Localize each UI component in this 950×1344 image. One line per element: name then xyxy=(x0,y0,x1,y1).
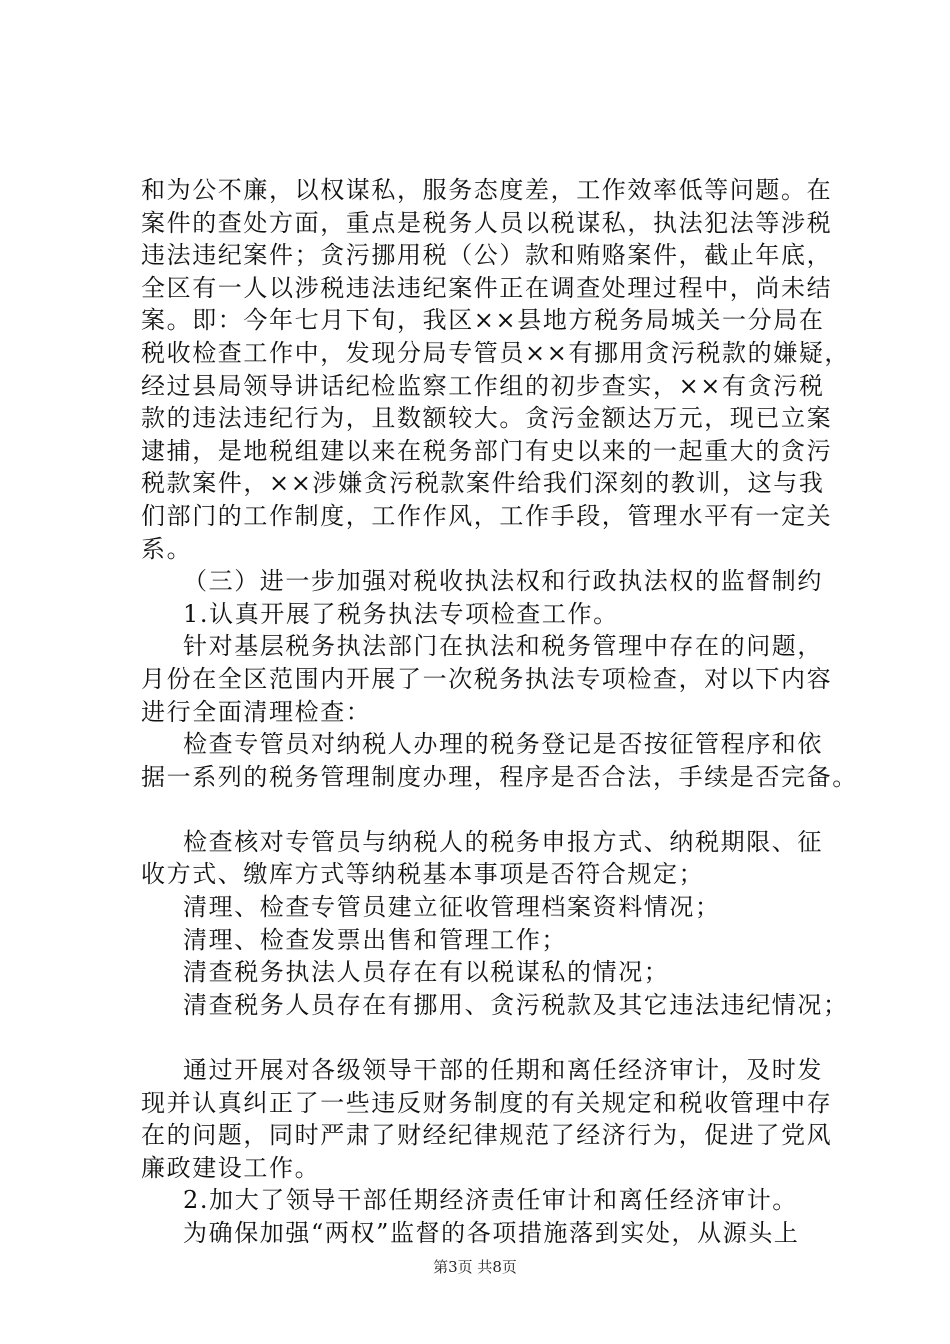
text-line: 逮捕，是地税组建以来在税务部门有史以来的一起重大的贪污 xyxy=(141,436,833,465)
text-line: 款的违法违纪行为，且数额较大。贪污金额达万元，现已立案 xyxy=(141,404,833,433)
text-line: 税款案件，××涉嫌贪污税款案件给我们深刻的教训，这与我 xyxy=(141,469,825,498)
subsection-heading: 2.加大了领导干部任期经济责任审计和离任经济审计。 xyxy=(183,1186,798,1215)
text-line: 廉政建设工作。 xyxy=(141,1153,321,1182)
text-line: 违法违纪案件；贪污挪用税（公）款和贿赂案件，截止年底， xyxy=(141,241,833,270)
text-line: 案。即：今年七月下旬，我区××县地方税务局城关一分局在 xyxy=(141,306,825,335)
text-line: 清查税务执法人员存在有以税谋私的情况； xyxy=(183,958,670,987)
text-line: 案件的查处方面，重点是税务人员以税谋私，执法犯法等涉税 xyxy=(141,208,833,237)
subsection-heading: 1.认真开展了税务执法专项检查工作。 xyxy=(183,599,619,628)
body-text xyxy=(141,174,858,1250)
text-line: 收方式、缴库方式等纳税基本事项是否符合规定； xyxy=(141,860,705,889)
text-line: 通过开展对各级领导干部的任期和离任经济审计，及时发 xyxy=(183,1056,823,1085)
text-line: 们部门的工作制度，工作作风，工作手段，管理水平有一定关 xyxy=(141,501,833,530)
text-line: 针对基层税务执法部门在执法和税务管理中存在的问题， xyxy=(183,632,823,661)
text-line: 清查税务人员存在有挪用、贪污税款及其它违法违纪情况； xyxy=(183,990,849,1019)
text-line: 系。 xyxy=(141,534,193,563)
text-line: 在的问题，同时严肃了财经纪律规范了经济行为，促进了党风 xyxy=(141,1121,833,1150)
text-line: 为确保加强“两权”监督的各项措施落到实处，从源头上 xyxy=(183,1219,800,1247)
text-line: 检查专管员对纳税人办理的税务登记是否按征管程序和依 xyxy=(183,730,823,759)
text-line: 现并认真纠正了一些违反财务制度的有关规定和税收管理中存 xyxy=(141,1088,833,1117)
text-line: 清理、检查专管员建立征收管理档案资料情况； xyxy=(183,893,721,922)
text-line: 检查核对专管员与纳税人的税务申报方式、纳税期限、征 xyxy=(183,827,823,856)
page-number: 第3页 共8页 xyxy=(433,1258,517,1276)
text-line: 全区有一人以涉税违法违纪案件正在调查处理过程中，尚未结 xyxy=(141,273,833,302)
text-line: 进行全面清理检查： xyxy=(141,697,372,726)
blank-line xyxy=(141,793,831,826)
blank-line xyxy=(141,1021,831,1054)
text-line: 和为公不廉，以权谋私，服务态度差，工作效率低等问题。在 xyxy=(141,176,833,204)
text-line: 税收检查工作中，发现分局专管员××有挪用贪污税款的嫌疑， xyxy=(141,338,851,367)
text-line: 经过县局领导讲话纪检监察工作组的初步查实，××有贪污税 xyxy=(141,371,825,400)
text-line: 清理、检查发票出售和管理工作； xyxy=(183,925,567,954)
text-line: 月份在全区范围内开展了一次税务执法专项检查，对以下内容 xyxy=(141,664,833,693)
text-line: 据一系列的税务管理制度办理，程序是否合法，手续是否完备。 xyxy=(141,762,858,791)
section-heading: （三）进一步加强对税收执法权和行政执法权的监督制约 xyxy=(183,567,823,596)
